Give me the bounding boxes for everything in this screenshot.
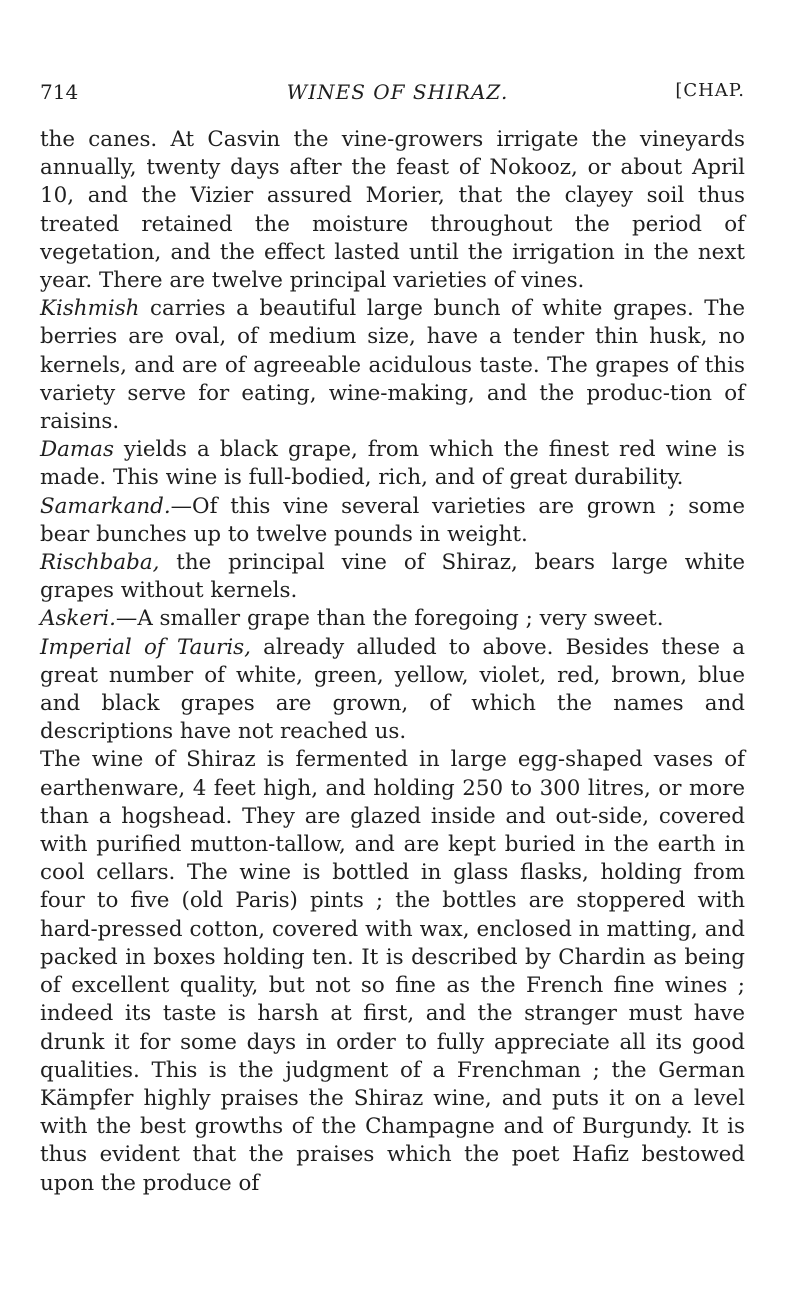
- vine-description-askeri: —A smaller grape than the foregoing ; very sweet.: [115, 606, 664, 632]
- vine-description-kishmish: carries a beautiful large bunch of white grapes. The berries are oval, of medium size, have a tender thin husk, no kernels, and are of agreeable acidulous taste. The grapes of this variety serve for eating, wine-making, and the produc-tion of raisins.: [40, 296, 745, 435]
- chapter-label: [CHAP.: [675, 80, 745, 101]
- running-title: WINES OF SHIRAZ.: [286, 80, 509, 104]
- vine-description-samarkand: —Of this vine several varieties are grown ; some bear bunches up to twelve pounds in weight.: [40, 493, 745, 547]
- paragraph-rischbaba: [40, 549, 745, 605]
- body-text: [40, 126, 745, 1198]
- vine-name-damas: Damas: [40, 437, 114, 463]
- vine-description-rischbaba: the principal vine of Shiraz, bears large white grapes without kernels.: [40, 550, 745, 604]
- vine-name-askeri: Askeri.: [40, 606, 116, 632]
- page-number: 714: [40, 80, 79, 104]
- paragraph-damas: [40, 436, 745, 492]
- paragraph-imperial: [40, 634, 745, 747]
- vine-name-kishmish: Kishmish: [40, 296, 140, 322]
- vine-name-rischbaba: Rischbaba,: [40, 550, 160, 576]
- vine-description-imperial: already alluded to above. Besides these a great number of white, green, yellow, violet, red, brown, blue and black grapes are grown, of which the names and descriptions have not reached us.: [40, 634, 745, 745]
- paragraph-askeri: [40, 605, 745, 633]
- paragraph-casvin: the canes. At Casvin the vine-growers irrigate the vineyards annually, twenty days after the feast of Nokooz, or about April 10, and the Vizier assured Morier, that the clayey soil thus treated retained the moisture throughout the period of vegetation, and the effect lasted until the irrigation in the next year. There are twelve principal varieties of vines.: [40, 127, 745, 294]
- paragraph-wine-of-shiraz: The wine of Shiraz is fermented in large egg-shaped vases of earthenware, 4 feet high, and holding 250 to 300 litres, or more than a hogshead. They are glazed inside and out-side, covered with purified mutton-tallow, and are kept buried in the earth in cool cellars. The wine is bottled in glass flasks, holding from four to five (old Paris) pints ; the bottles are stoppered with hard-pressed cotton, covered with wax, enclosed in matting, and packed in boxes holding ten. It is described by Chardin as being of excellent quality, but not so fine as the French fine wines ; indeed its taste is harsh at first, and the stranger must have drunk it for some days in order to fully appreciate all its good qualities. This is the judgment of a Frenchman ; the German Kämpfer highly praises the Shiraz wine, and puts it on a level with the best growths of the Champagne and of Burgundy. It is thus evident that the praises which the poet Hafiz bestowed upon the produce of: [40, 747, 745, 1196]
- paragraph-kishmish: [40, 295, 745, 436]
- paragraph-samarkand: [40, 493, 745, 549]
- page-header: [40, 80, 745, 110]
- vine-name-samarkand: Samarkand.: [40, 493, 171, 519]
- vine-name-imperial: Imperial of Tauris,: [40, 634, 251, 660]
- vine-description-damas: yields a black grape, from which the finest red wine is made. This wine is full-bodied, rich, and of great durability.: [40, 437, 745, 491]
